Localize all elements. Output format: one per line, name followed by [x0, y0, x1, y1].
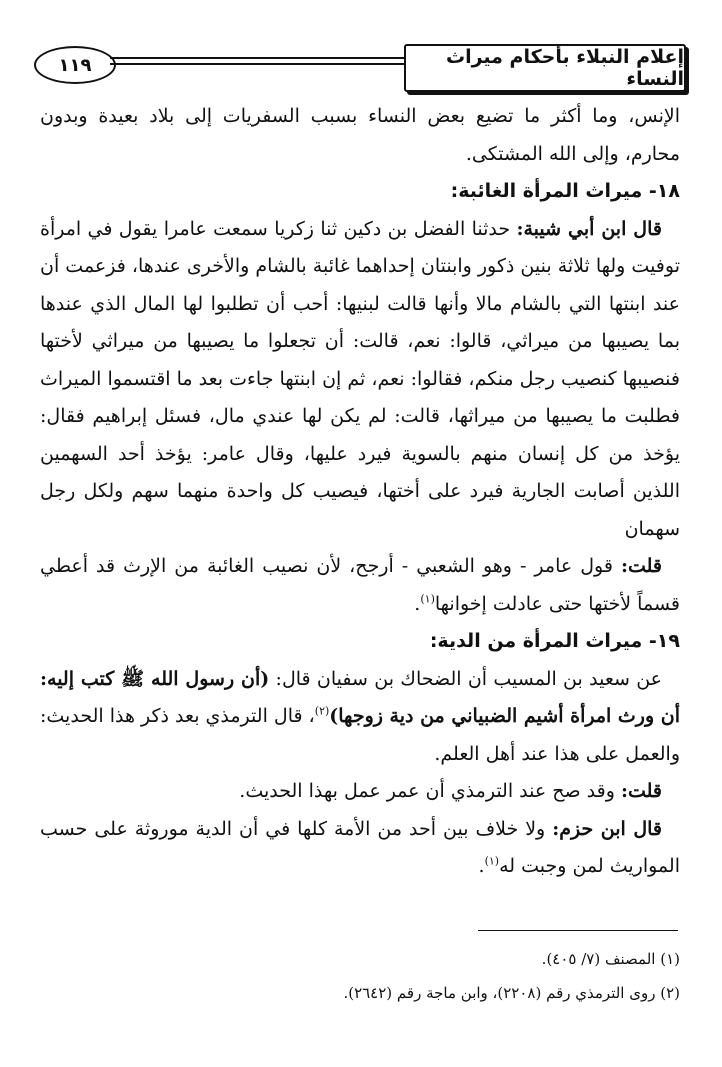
section-heading-18: ١٨- ميراث المرأة الغائبة:: [450, 180, 680, 202]
paragraph-text: عن سعيد بن المسيب أن الضحاك بن سفيان قال:: [269, 667, 662, 690]
paragraph-lead: قال ابن أبي شيبة:: [516, 217, 662, 240]
book-title: إعلام النبلاء بأحكام ميراث النساء: [404, 44, 686, 92]
footnote-ref: (١): [484, 854, 500, 868]
paragraph-end: .: [414, 592, 421, 615]
footnote-separator: [478, 930, 678, 931]
paragraph-lead: قلت:: [620, 555, 662, 577]
paragraph-end: .: [478, 855, 485, 877]
page-number: ١١٩: [34, 46, 116, 84]
paragraph-text: وقد صح عند الترمذي أن عمر عمل بهذا الحديث.: [239, 780, 621, 802]
paragraph: [40, 811, 680, 886]
hadith-quote: (أن رسول الله ﷺ كتب إليه: أن ورث امرأة أشيم الضبياني من دية زوجها): [40, 667, 681, 727]
paragraph: [40, 773, 680, 811]
paragraph: الإنس، وما أكثر ما تضيع بعض النساء بسبب السفريات إلى بلاد بعيدة وبدون محارم، وإلى الله المشتكى.: [40, 105, 680, 165]
paragraph-text: قول عامر - وهو الشعبي - أرجح، لأن نصيب الغائبة من الإرث قد أعطي قسماً لأختها حتى عادلت إخوانها: [40, 555, 680, 615]
footnote-ref: (٢): [314, 704, 330, 718]
footnote-ref: (١): [420, 592, 435, 606]
footnote: (٢) روى الترمذي رقم (٢٢٠٨)، وابن ماجة رقم (٢٦٤٢).: [343, 984, 680, 1002]
paragraph: [40, 661, 680, 774]
paragraph-lead: قلت:: [620, 780, 662, 802]
paragraph-lead: قال ابن حزم:: [552, 817, 662, 840]
main-text: [40, 98, 680, 886]
footnote: (١) المصنف (٧/ ٤٠٥).: [541, 950, 680, 968]
paragraph: [40, 211, 680, 549]
paragraph-text: حدثنا الفضل بن دكين ثنا زكريا سمعت عامرا يقول في امرأة توفيت ولها ثلاثة بنين ذكور وابنتان إحداهما غائبة بالشام والأخرى عندها، فزعمت أن عند ابنتها التي بالشام مالا وأنها قالت لبنيها: أحب أن تطلبوا لها المال الذي عندها بما يصيبها من ميراثي، قالوا: نعم، قالت: أن تجعلوا ما يصيبها من ميراثي لأختها فنصيبها كنصيب رجل منكم، فقالوا: نعم، ثم إن ابنتها جاءت بعد ما اقتسموا الميراث فطلبت ما يصيبها من ميراثها، قالت: لم يكن لها عندي مال، فسئل إبراهيم فقال: يؤخذ من كل إنسان منهم بالسوية فيرد عليها، وقال عامر: يؤخذ أحد السهمين اللذين أصابت الجارية فيرد على أختها، فيصيب كل واحدة منهما سهم ولكل رجل سهمان: [39, 217, 680, 540]
section-heading-19: ١٩- ميراث المرأة من الدية:: [429, 630, 680, 652]
paragraph-text: ولا خلاف بين أحد من الأمة كلها في أن الدية موروثة على حسب المواريث لمن وجبت له: [40, 817, 680, 877]
page-header: [34, 44, 686, 90]
paragraph: [40, 548, 680, 623]
header-rule: [110, 57, 404, 59]
footnotes: [40, 942, 680, 1010]
header-rule: [110, 63, 404, 65]
paragraph-text: ، قال الترمذي بعد ذكر هذا الحديث: والعمل على هذا عند أهل العلم.: [40, 705, 680, 765]
